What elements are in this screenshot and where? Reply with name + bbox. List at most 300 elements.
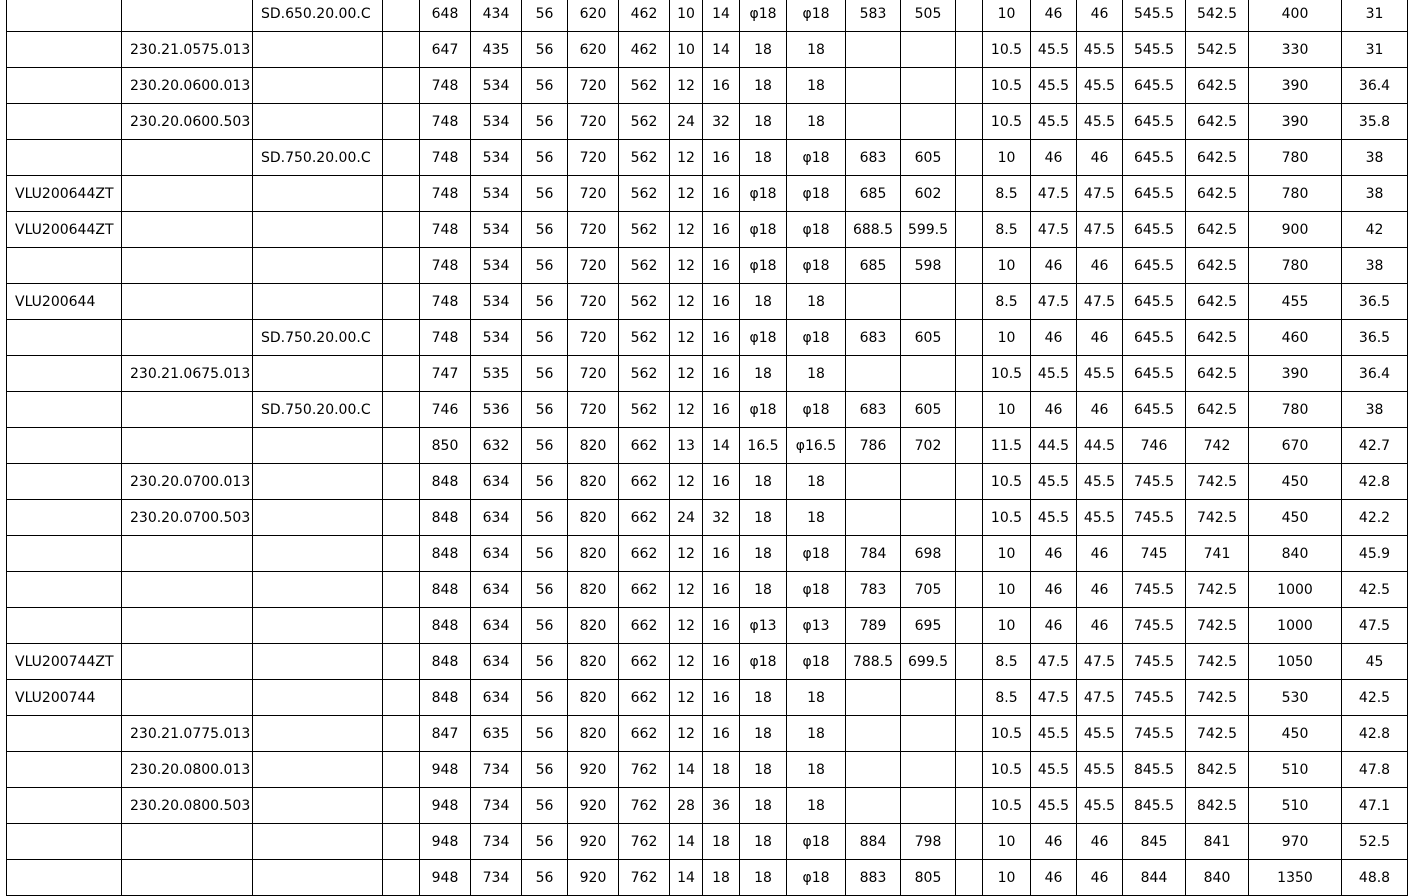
cell-d4: 820: [568, 572, 619, 608]
cell-pitch-1: [846, 464, 901, 500]
cell-spacer-2: [956, 572, 983, 608]
cell-d4: 820: [568, 536, 619, 572]
cell-d5: 662: [619, 428, 670, 464]
cell-d3: 56: [522, 284, 568, 320]
cell-d2: 632: [471, 428, 522, 464]
cell-m1: 8.5: [983, 680, 1031, 716]
cell-m3: 47.5: [1077, 644, 1123, 680]
cell-pitch-1: [846, 356, 901, 392]
cell-weight: 38: [1342, 248, 1408, 284]
cell-hole-1: 18: [740, 68, 787, 104]
cell-d4: 920: [568, 824, 619, 860]
table-row: [7, 644, 1408, 680]
cell-hole-2: φ18: [787, 248, 846, 284]
cell-pitch-1: [846, 752, 901, 788]
cell-d5: 562: [619, 248, 670, 284]
cell-hole-1: 18: [740, 32, 787, 68]
cell-d3: 56: [522, 356, 568, 392]
cell-model-code: [7, 752, 122, 788]
cell-c2: 840: [1186, 860, 1249, 896]
cell-part-number-b: [253, 716, 383, 752]
cell-part-number-a: 230.21.0575.013: [122, 32, 253, 68]
cell-d1: 948: [420, 752, 471, 788]
cell-part-number-a: [122, 248, 253, 284]
cell-spacer: [383, 284, 420, 320]
cell-d5: 762: [619, 752, 670, 788]
cell-n2: 16: [703, 572, 740, 608]
cell-weight: 42.8: [1342, 464, 1408, 500]
cell-d4: 720: [568, 212, 619, 248]
cell-d5: 562: [619, 176, 670, 212]
cell-hole-2: φ16.5: [787, 428, 846, 464]
cell-d3: 56: [522, 860, 568, 896]
cell-weight: 47.5: [1342, 608, 1408, 644]
cell-hole-1: 18: [740, 716, 787, 752]
cell-d4: 720: [568, 284, 619, 320]
cell-n1: 12: [670, 608, 703, 644]
cell-m3: 44.5: [1077, 428, 1123, 464]
cell-d5: 562: [619, 68, 670, 104]
cell-m1: 10: [983, 536, 1031, 572]
cell-c1: 645.5: [1123, 284, 1186, 320]
cell-length: 840: [1249, 536, 1342, 572]
cell-c2: 642.5: [1186, 212, 1249, 248]
cell-d5: 562: [619, 392, 670, 428]
cell-weight: 48.8: [1342, 860, 1408, 896]
cell-c2: 642.5: [1186, 176, 1249, 212]
cell-model-code: [7, 536, 122, 572]
cell-m1: 10: [983, 824, 1031, 860]
cell-d2: 634: [471, 680, 522, 716]
cell-pitch-1: 688.5: [846, 212, 901, 248]
table-row: [7, 824, 1408, 860]
cell-d3: 56: [522, 572, 568, 608]
cell-d3: 56: [522, 608, 568, 644]
cell-c1: 746: [1123, 428, 1186, 464]
cell-d3: 56: [522, 248, 568, 284]
table-row: [7, 572, 1408, 608]
table-row: [7, 536, 1408, 572]
cell-d3: 56: [522, 104, 568, 140]
cell-hole-1: φ18: [740, 644, 787, 680]
cell-weight: 35.8: [1342, 104, 1408, 140]
cell-n1: 12: [670, 248, 703, 284]
cell-d5: 662: [619, 680, 670, 716]
cell-n2: 16: [703, 716, 740, 752]
cell-part-number-b: [253, 860, 383, 896]
cell-weight: 38: [1342, 392, 1408, 428]
cell-d2: 434: [471, 0, 522, 32]
cell-d4: 720: [568, 140, 619, 176]
cell-hole-2: 18: [787, 716, 846, 752]
cell-part-number-a: 230.20.0700.503: [122, 500, 253, 536]
cell-d3: 56: [522, 140, 568, 176]
cell-hole-2: 18: [787, 788, 846, 824]
cell-n2: 14: [703, 0, 740, 32]
cell-part-number-b: [253, 356, 383, 392]
cell-d4: 720: [568, 356, 619, 392]
cell-n1: 12: [670, 68, 703, 104]
cell-m3: 46: [1077, 536, 1123, 572]
cell-d3: 56: [522, 176, 568, 212]
cell-m3: 45.5: [1077, 716, 1123, 752]
cell-d4: 820: [568, 716, 619, 752]
cell-d4: 920: [568, 788, 619, 824]
cell-d4: 620: [568, 0, 619, 32]
cell-hole-2: φ18: [787, 572, 846, 608]
cell-m3: 46: [1077, 608, 1123, 644]
cell-spacer-2: [956, 644, 983, 680]
cell-m1: 10.5: [983, 356, 1031, 392]
cell-length: 455: [1249, 284, 1342, 320]
cell-hole-1: φ18: [740, 0, 787, 32]
cell-c1: 845: [1123, 824, 1186, 860]
cell-pitch-2: [901, 284, 956, 320]
cell-model-code: [7, 140, 122, 176]
cell-spacer: [383, 716, 420, 752]
cell-m1: 10: [983, 608, 1031, 644]
cell-pitch-2: 798: [901, 824, 956, 860]
cell-n1: 13: [670, 428, 703, 464]
cell-d5: 662: [619, 608, 670, 644]
cell-n2: 16: [703, 608, 740, 644]
table-row: [7, 428, 1408, 464]
cell-model-code: [7, 392, 122, 428]
cell-pitch-2: 599.5: [901, 212, 956, 248]
cell-m1: 8.5: [983, 284, 1031, 320]
cell-d5: 662: [619, 536, 670, 572]
cell-d4: 820: [568, 608, 619, 644]
cell-c1: 645.5: [1123, 140, 1186, 176]
table-row: [7, 788, 1408, 824]
cell-pitch-1: [846, 680, 901, 716]
cell-spacer-2: [956, 212, 983, 248]
cell-spacer: [383, 500, 420, 536]
cell-spacer: [383, 752, 420, 788]
cell-c2: 642.5: [1186, 356, 1249, 392]
cell-d3: 56: [522, 536, 568, 572]
cell-pitch-1: 788.5: [846, 644, 901, 680]
cell-part-number-b: [253, 428, 383, 464]
cell-hole-2: φ18: [787, 536, 846, 572]
cell-c1: 645.5: [1123, 248, 1186, 284]
cell-part-number-b: [253, 536, 383, 572]
cell-d3: 56: [522, 428, 568, 464]
cell-c1: 745.5: [1123, 644, 1186, 680]
table-row: [7, 212, 1408, 248]
cell-d3: 56: [522, 212, 568, 248]
cell-d3: 56: [522, 752, 568, 788]
cell-pitch-2: 605: [901, 392, 956, 428]
cell-d1: 847: [420, 716, 471, 752]
cell-spacer: [383, 356, 420, 392]
cell-pitch-1: [846, 68, 901, 104]
cell-hole-2: 18: [787, 464, 846, 500]
cell-hole-1: 18: [740, 788, 787, 824]
cell-hole-2: φ18: [787, 176, 846, 212]
cell-d2: 634: [471, 464, 522, 500]
cell-m2: 45.5: [1031, 104, 1077, 140]
cell-d1: 747: [420, 356, 471, 392]
cell-d1: 848: [420, 536, 471, 572]
cell-m1: 10.5: [983, 752, 1031, 788]
cell-spacer: [383, 824, 420, 860]
cell-m3: 45.5: [1077, 500, 1123, 536]
cell-part-number-b: [253, 68, 383, 104]
cell-d5: 562: [619, 140, 670, 176]
cell-d2: 634: [471, 608, 522, 644]
table-row: [7, 680, 1408, 716]
cell-d1: 848: [420, 500, 471, 536]
cell-pitch-2: [901, 788, 956, 824]
cell-d3: 56: [522, 716, 568, 752]
cell-d5: 562: [619, 104, 670, 140]
cell-m2: 46: [1031, 824, 1077, 860]
cell-m2: 47.5: [1031, 284, 1077, 320]
cell-c1: 845.5: [1123, 752, 1186, 788]
cell-spacer: [383, 0, 420, 32]
cell-m1: 10.5: [983, 68, 1031, 104]
cell-m1: 10.5: [983, 788, 1031, 824]
table-row: [7, 0, 1408, 32]
cell-d5: 662: [619, 500, 670, 536]
cell-weight: 31: [1342, 0, 1408, 32]
cell-hole-2: 18: [787, 104, 846, 140]
cell-length: 330: [1249, 32, 1342, 68]
table-row: [7, 356, 1408, 392]
cell-m1: 10.5: [983, 716, 1031, 752]
cell-spacer-2: [956, 716, 983, 752]
cell-d4: 920: [568, 752, 619, 788]
cell-hole-2: 18: [787, 68, 846, 104]
cell-spacer: [383, 680, 420, 716]
cell-d5: 762: [619, 860, 670, 896]
cell-spacer: [383, 644, 420, 680]
cell-spacer: [383, 248, 420, 284]
cell-m2: 44.5: [1031, 428, 1077, 464]
cell-d4: 820: [568, 500, 619, 536]
cell-pitch-1: 685: [846, 176, 901, 212]
cell-part-number-b: [253, 104, 383, 140]
cell-model-code: [7, 32, 122, 68]
cell-m2: 46: [1031, 536, 1077, 572]
cell-pitch-1: 786: [846, 428, 901, 464]
cell-m2: 45.5: [1031, 464, 1077, 500]
cell-d3: 56: [522, 0, 568, 32]
cell-hole-1: 18: [740, 536, 787, 572]
cell-c2: 642.5: [1186, 68, 1249, 104]
cell-d1: 746: [420, 392, 471, 428]
table-body: [7, 0, 1408, 896]
cell-m3: 45.5: [1077, 104, 1123, 140]
cell-d3: 56: [522, 824, 568, 860]
cell-spacer-2: [956, 176, 983, 212]
cell-d3: 56: [522, 464, 568, 500]
cell-length: 780: [1249, 248, 1342, 284]
cell-m2: 47.5: [1031, 680, 1077, 716]
cell-part-number-a: 230.20.0800.503: [122, 788, 253, 824]
cell-m2: 46: [1031, 608, 1077, 644]
cell-pitch-1: 685: [846, 248, 901, 284]
cell-m3: 46: [1077, 860, 1123, 896]
cell-hole-2: φ18: [787, 320, 846, 356]
cell-part-number-b: SD.750.20.00.C: [253, 392, 383, 428]
cell-part-number-a: 230.20.0800.013: [122, 752, 253, 788]
cell-m3: 45.5: [1077, 356, 1123, 392]
table-row: [7, 392, 1408, 428]
cell-m3: 47.5: [1077, 284, 1123, 320]
cell-c1: 645.5: [1123, 176, 1186, 212]
cell-n2: 16: [703, 68, 740, 104]
cell-c1: 645.5: [1123, 68, 1186, 104]
cell-m2: 45.5: [1031, 356, 1077, 392]
cell-part-number-b: [253, 788, 383, 824]
cell-m1: 10: [983, 320, 1031, 356]
cell-part-number-b: [253, 824, 383, 860]
cell-d2: 534: [471, 320, 522, 356]
cell-d1: 848: [420, 464, 471, 500]
cell-length: 970: [1249, 824, 1342, 860]
cell-spacer: [383, 788, 420, 824]
cell-spacer-2: [956, 392, 983, 428]
cell-d3: 56: [522, 32, 568, 68]
cell-n1: 14: [670, 824, 703, 860]
cell-model-code: [7, 500, 122, 536]
cell-d2: 534: [471, 104, 522, 140]
cell-c2: 642.5: [1186, 392, 1249, 428]
cell-m2: 45.5: [1031, 68, 1077, 104]
cell-c2: 742.5: [1186, 572, 1249, 608]
cell-model-code: [7, 716, 122, 752]
table-row: [7, 32, 1408, 68]
cell-d4: 720: [568, 392, 619, 428]
cell-pitch-2: [901, 68, 956, 104]
cell-c2: 542.5: [1186, 0, 1249, 32]
cell-m2: 46: [1031, 248, 1077, 284]
cell-m3: 46: [1077, 824, 1123, 860]
cell-c1: 645.5: [1123, 356, 1186, 392]
cell-m2: 46: [1031, 320, 1077, 356]
cell-pitch-2: [901, 356, 956, 392]
cell-d1: 848: [420, 680, 471, 716]
cell-pitch-2: 605: [901, 140, 956, 176]
cell-part-number-a: [122, 0, 253, 32]
cell-spacer: [383, 320, 420, 356]
cell-c2: 542.5: [1186, 32, 1249, 68]
cell-d2: 534: [471, 176, 522, 212]
cell-n2: 18: [703, 860, 740, 896]
cell-spacer-2: [956, 680, 983, 716]
cell-m1: 8.5: [983, 644, 1031, 680]
cell-length: 1000: [1249, 608, 1342, 644]
cell-m2: 45.5: [1031, 788, 1077, 824]
cell-d1: 848: [420, 644, 471, 680]
cell-c1: 745.5: [1123, 500, 1186, 536]
cell-m2: 45.5: [1031, 32, 1077, 68]
cell-c1: 745.5: [1123, 608, 1186, 644]
cell-n2: 32: [703, 104, 740, 140]
cell-c1: 745.5: [1123, 716, 1186, 752]
cell-m3: 46: [1077, 572, 1123, 608]
cell-part-number-b: [253, 644, 383, 680]
cell-n2: 16: [703, 212, 740, 248]
cell-n1: 12: [670, 320, 703, 356]
cell-weight: 31: [1342, 32, 1408, 68]
cell-pitch-1: 784: [846, 536, 901, 572]
cell-pitch-2: 602: [901, 176, 956, 212]
cell-d2: 534: [471, 284, 522, 320]
cell-d2: 634: [471, 572, 522, 608]
cell-n1: 28: [670, 788, 703, 824]
cell-n2: 18: [703, 752, 740, 788]
cell-c2: 742: [1186, 428, 1249, 464]
cell-part-number-a: [122, 176, 253, 212]
cell-m2: 46: [1031, 0, 1077, 32]
cell-pitch-1: 683: [846, 320, 901, 356]
cell-d3: 56: [522, 788, 568, 824]
cell-part-number-a: [122, 536, 253, 572]
cell-weight: 42.7: [1342, 428, 1408, 464]
cell-c2: 742.5: [1186, 500, 1249, 536]
cell-pitch-1: 683: [846, 140, 901, 176]
cell-weight: 42: [1342, 212, 1408, 248]
cell-part-number-a: [122, 212, 253, 248]
cell-d2: 734: [471, 824, 522, 860]
cell-pitch-2: [901, 680, 956, 716]
cell-d3: 56: [522, 500, 568, 536]
cell-d1: 748: [420, 68, 471, 104]
cell-part-number-b: [253, 248, 383, 284]
cell-m2: 45.5: [1031, 752, 1077, 788]
cell-d5: 462: [619, 0, 670, 32]
cell-hole-1: 16.5: [740, 428, 787, 464]
cell-part-number-a: 230.20.0600.013: [122, 68, 253, 104]
cell-c1: 844: [1123, 860, 1186, 896]
cell-part-number-b: SD.750.20.00.C: [253, 140, 383, 176]
table-row: [7, 140, 1408, 176]
cell-model-code: [7, 464, 122, 500]
cell-d3: 56: [522, 644, 568, 680]
cell-m3: 46: [1077, 320, 1123, 356]
cell-n2: 32: [703, 500, 740, 536]
cell-hole-2: φ18: [787, 0, 846, 32]
cell-spacer: [383, 212, 420, 248]
cell-part-number-a: [122, 428, 253, 464]
cell-part-number-a: [122, 320, 253, 356]
cell-n1: 14: [670, 860, 703, 896]
cell-c2: 642.5: [1186, 284, 1249, 320]
cell-d1: 648: [420, 0, 471, 32]
cell-c2: 742.5: [1186, 680, 1249, 716]
cell-n2: 16: [703, 320, 740, 356]
cell-model-code: [7, 248, 122, 284]
cell-n1: 14: [670, 752, 703, 788]
cell-spacer-2: [956, 464, 983, 500]
cell-weight: 45.9: [1342, 536, 1408, 572]
cell-pitch-1: 884: [846, 824, 901, 860]
cell-d1: 748: [420, 176, 471, 212]
cell-hole-2: 18: [787, 680, 846, 716]
cell-pitch-1: [846, 788, 901, 824]
cell-n2: 36: [703, 788, 740, 824]
cell-model-code: VLU200744ZT: [7, 644, 122, 680]
cell-weight: 38: [1342, 176, 1408, 212]
cell-c2: 842.5: [1186, 788, 1249, 824]
cell-m1: 10.5: [983, 500, 1031, 536]
spec-table: [6, 0, 1408, 896]
cell-hole-1: 18: [740, 680, 787, 716]
cell-hole-1: 18: [740, 464, 787, 500]
